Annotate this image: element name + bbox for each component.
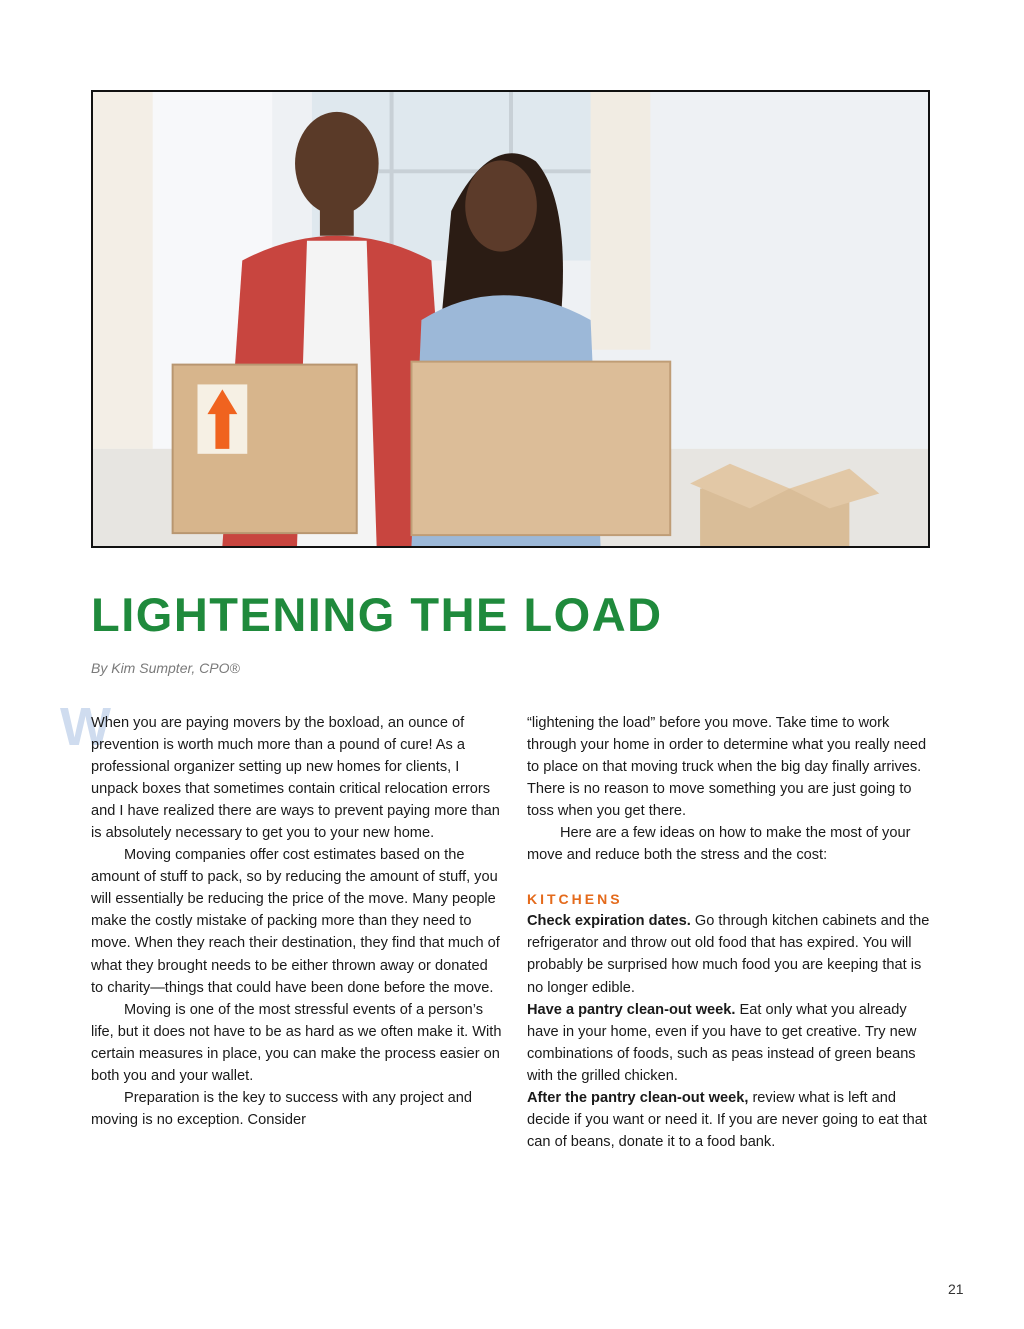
paragraph: Moving is one of the most stressful events of a person’s life, but it does not have to be as hard as we often make it. With certain measures in place, you can make the process easier on both you and your wallet. <box>91 1001 502 1084</box>
paragraph: Moving companies offer cost estimates based on the amount of stuff to pack, so by reducing the amount of stuff, you will essentially be reducing the price of the move. Many people make the costly mistake of packing more than they need to move. When they reach their destination, they find that much of what they brought needs to be either thrown away or donated to charity—things that could have been done before the move. <box>91 847 500 996</box>
hero-photo <box>91 90 930 548</box>
tip-lead: After the pantry clean-out week, <box>527 1089 749 1106</box>
tip-lead: Have a pantry clean-out week. <box>527 1001 736 1018</box>
tip-expiration-dates <box>527 910 937 998</box>
paragraph: “lightening the load” before you move. Take time to work through your home in order to determine what you really need to place on that moving truck when the big day finally arrives. There is no reason to move something you are just going to toss when you get there. <box>527 715 927 820</box>
paragraph: Preparation is the key to success with any project and moving is no exception. Consider <box>91 1089 472 1128</box>
byline: By Kim Sumpter, CPO® <box>91 660 240 676</box>
tip-text: review what is left and decide if you want or need it. If you are never going to eat that can of beans, donate it to a food bank. <box>527 1089 927 1150</box>
article-left-column <box>91 712 503 1131</box>
tip-after-clean-out <box>527 1087 937 1153</box>
tip-pantry-clean-out <box>527 999 937 1087</box>
tip-lead: Check expiration dates. <box>527 913 691 930</box>
article-title: LIGHTENING THE LOAD <box>91 588 663 641</box>
couple-moving-boxes-illustration <box>93 92 928 546</box>
page-number: 21 <box>948 1281 964 1297</box>
paragraph: Here are a few ideas on how to make the most of your move and reduce both the stress and the cost: <box>527 825 911 864</box>
paragraph: When you are paying movers by the boxload, an ounce of prevention is worth much more than a pound of cure! As a professional organizer setting up new homes for clients, I unpack boxes that sometimes contain critical relocation errors and I have realized there are ways to prevent paying more than is absolutely necessary to get you to your new home. <box>91 715 500 842</box>
tip-text: Eat only what you already have in your home, even if you have to get creative. Try new combinations of foods, such as peas instead of green beans with the grilled chicken. <box>527 1001 917 1084</box>
tip-text: Go through kitchen cabinets and the refrigerator and throw out old food that has expired. You will probably be surprised how much food you are keeping that is no longer edible. <box>527 913 930 996</box>
section-heading-kitchens: KITCHENS <box>527 891 623 908</box>
drop-cap: W <box>60 697 111 757</box>
article-right-column <box>527 712 937 1153</box>
